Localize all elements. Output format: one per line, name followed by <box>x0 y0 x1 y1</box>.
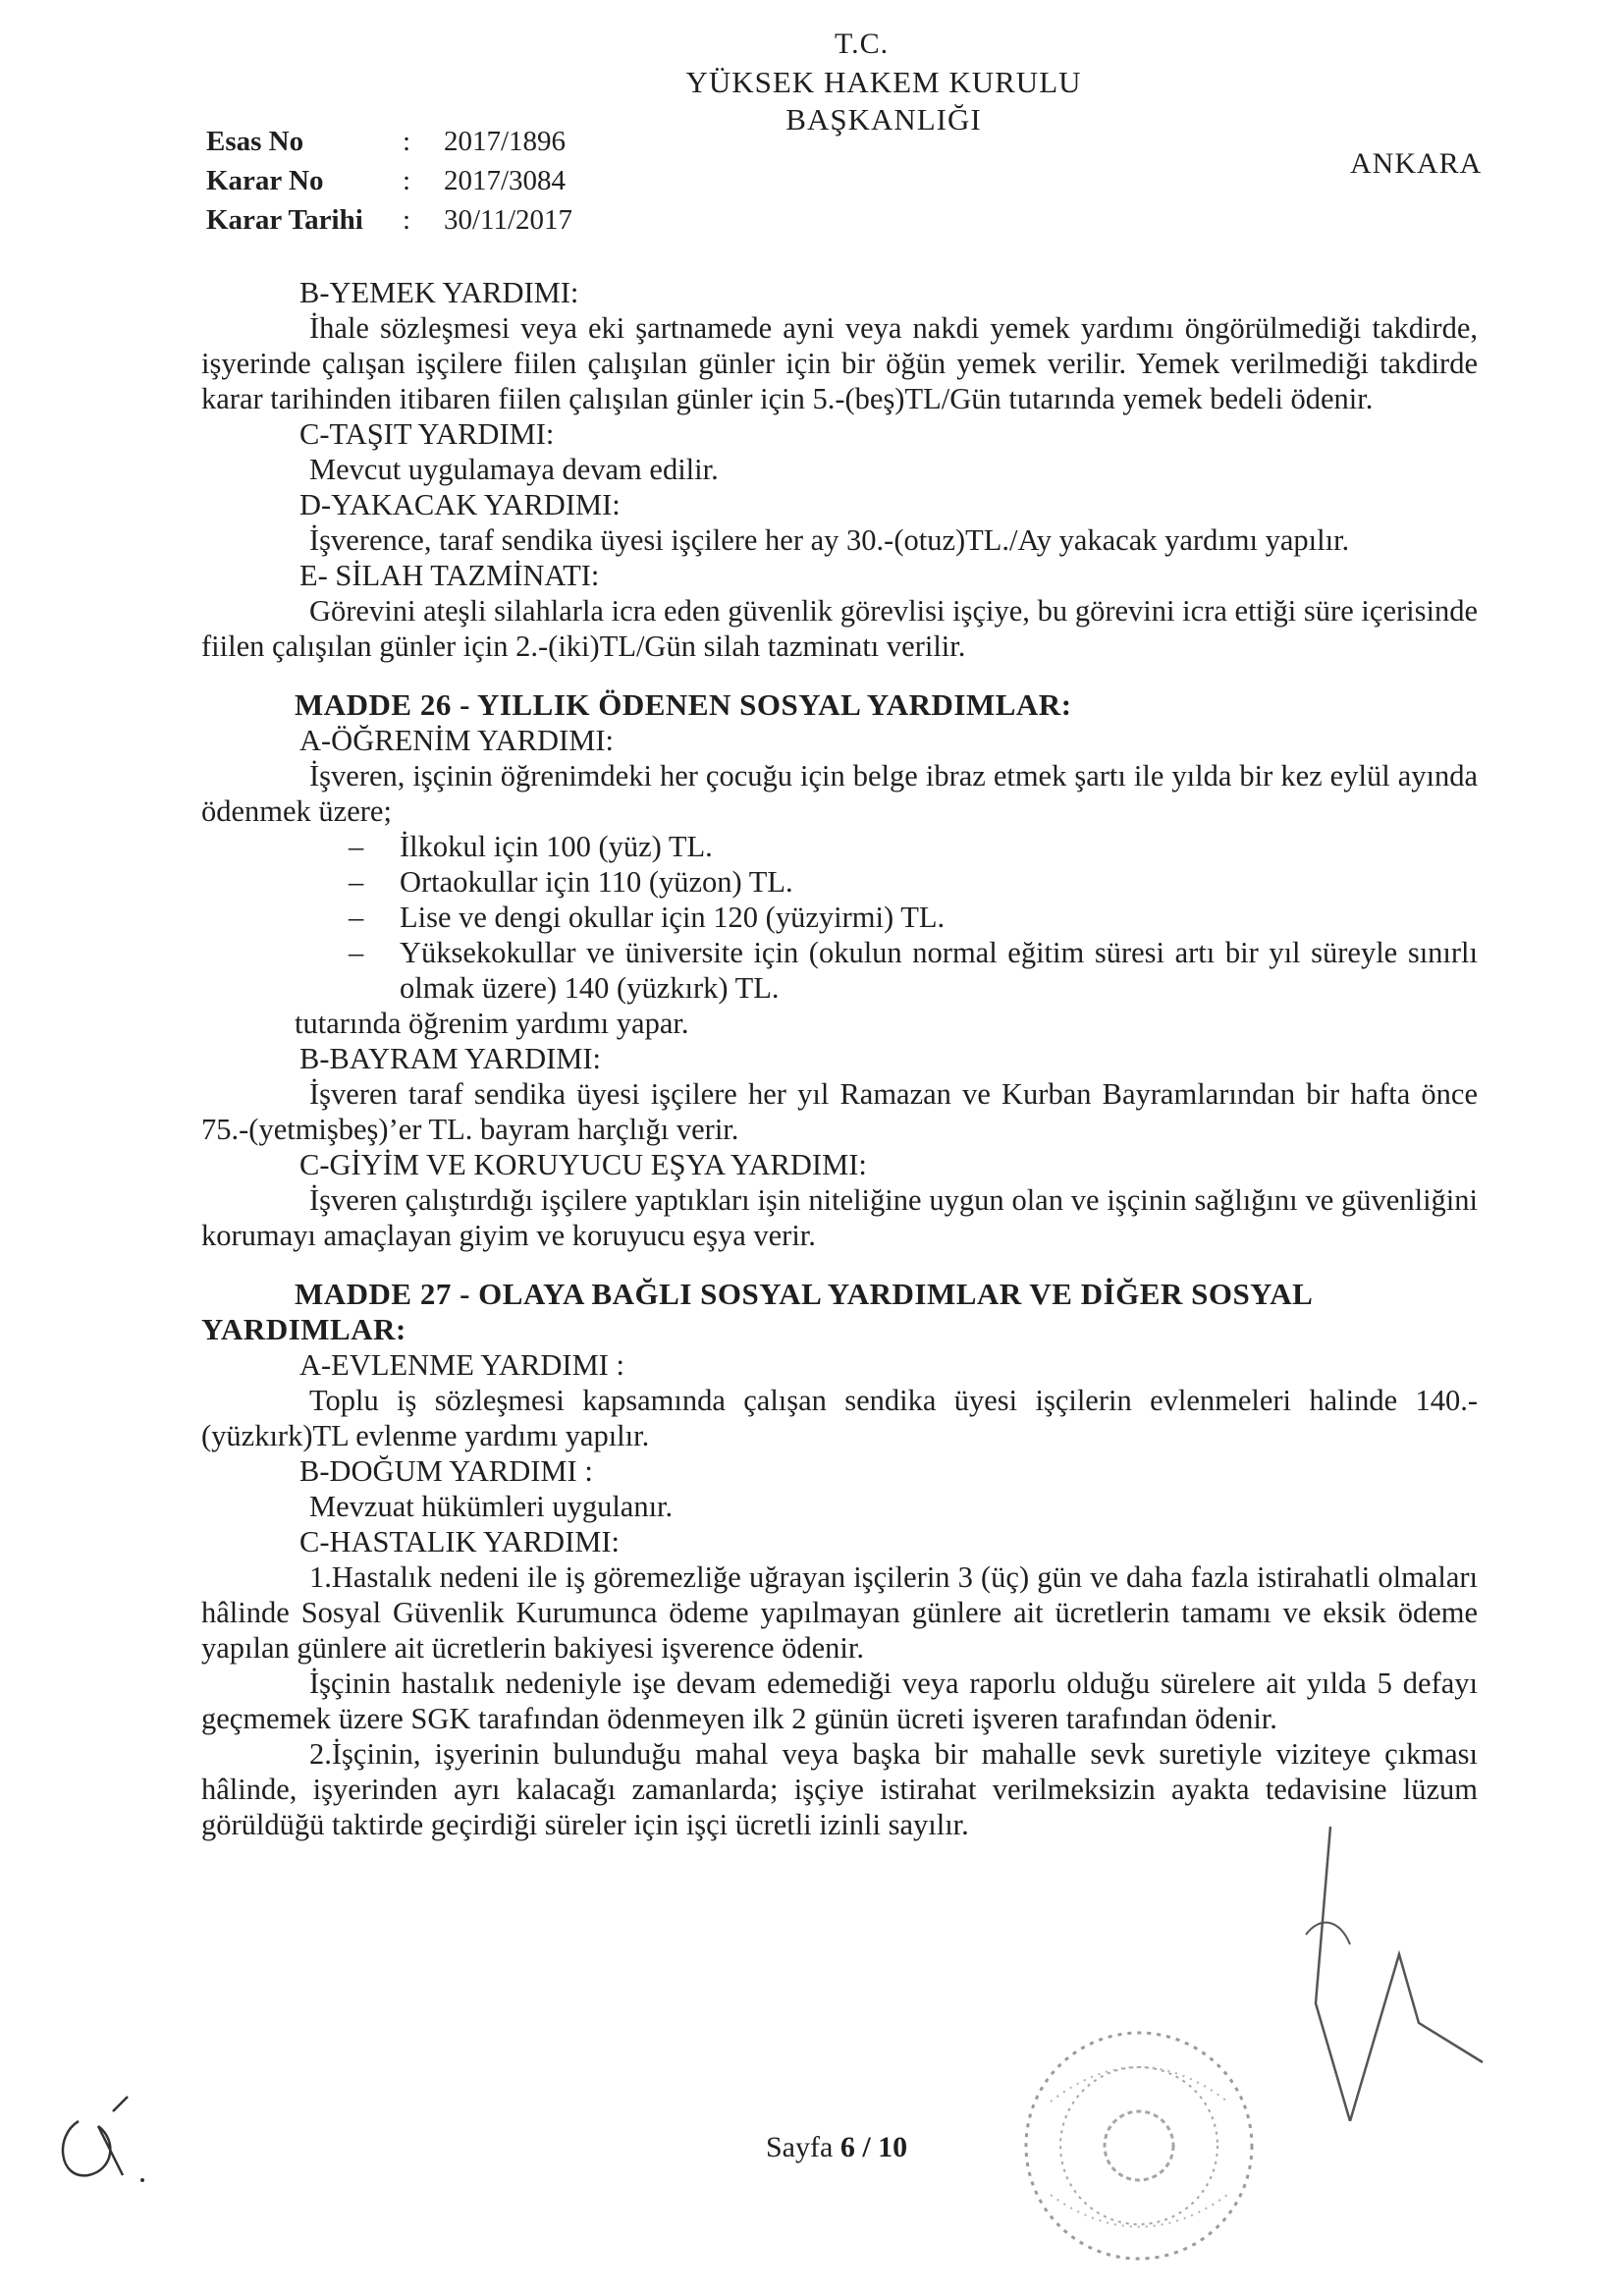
case-metadata <box>206 126 572 244</box>
official-seal <box>992 2013 1286 2278</box>
paragraph-dogum: Mevzuat hükümleri uygulanır. <box>309 1490 674 1523</box>
section-heading-silah: E- SİLAH TAZMİNATI: <box>299 559 600 592</box>
meta-colon: : <box>403 204 411 236</box>
meta-value: 30/11/2017 <box>444 204 573 236</box>
institution-name: YÜKSEK HAKEM KURULU <box>685 65 1082 99</box>
list-item: – İlkokul için 100 (yüz) TL. <box>349 829 1478 864</box>
institution-presidency: BAŞKANLIĞI <box>785 102 982 137</box>
paragraph-tasit: Mevcut uygulamaya devam edilir. <box>309 453 719 486</box>
initials-mark <box>39 2082 157 2200</box>
section-heading-yakacak: D-YAKACAK YARDIMI: <box>299 488 621 521</box>
paragraph-bayram: İşveren taraf sendika üyesi işçilere her yıl Ramazan ve Kurban Bayramlarından bir hafta önce 75.-(yetmişbeş)’er TL. bayram harçlığı verir. <box>201 1077 1478 1146</box>
page-count: 6 / 10 <box>839 2131 908 2163</box>
section-heading-bayram: B-BAYRAM YARDIMI: <box>299 1042 602 1075</box>
meta-colon: : <box>403 165 411 196</box>
meta-value: 2017/3084 <box>444 165 567 196</box>
article-26-title: MADDE 26 - YILLIK ÖDENEN SOSYAL YARDIMLAR: <box>295 687 1072 722</box>
ogrenim-list <box>201 829 1478 1006</box>
paragraph-yemek: İhale sözleşmesi veya eki şartnamede ayni veya nakdi yemek yardımı öngörülmediği takdirde, işyerinde çalışan işçilere fiilen çalışılan günler için bir öğün yemek verilir. Yemek verilmediği takdirde karar tarihinden itibaren fiilen çalışılan günler için 5.-(beş)TL/Gün tutarında yemek bedeli ödenir. <box>201 311 1478 415</box>
section-heading-tasit: C-TAŞIT YARDIMI: <box>299 417 555 451</box>
paragraph-silah: Görevini ateşli silahlarla icra eden güvenlik görevlisi işçiye, bu görevini icra ettiği süre içerisinde fiilen çalışılan günler için 2.-(iki)TL/Gün silah tazminatı verilir. <box>201 594 1478 663</box>
paragraph-hastalik-2: İşçinin hastalık nedeniyle işe devam edemediği veya raporlu olduğu sürelere ait yılda 5 defayı geçmemek üzere SGK tarafından ödenmeyen ilk 2 günün ücreti işveren tarafından ödenir. <box>201 1667 1478 1735</box>
article-27-title: MADDE 27 - OLAYA BAĞLI SOSYAL YARDIMLAR VE DİĞER SOSYAL YARDIMLAR: <box>201 1277 1312 1346</box>
meta-karar-tarihi <box>206 204 572 244</box>
section-heading-ogrenim: A-ÖĞRENİM YARDIMI: <box>299 724 614 757</box>
meta-label: Karar Tarihi <box>206 204 363 236</box>
meta-colon: : <box>403 126 411 157</box>
document-body <box>201 275 1478 1842</box>
paragraph-hastalik-3: 2.İşçinin, işyerinin bulunduğu mahal veya başka bir mahalle sevk suretiyle viziteye çıkması hâlinde, işyerinden ayrı kalacağı zamanlarda; işçiye istirahat verilmeksizin ayakta tedavisine lüzum görüldüğü taktirde geçirdiği süreler için işçi ücretli izinli sayılır. <box>201 1737 1478 1841</box>
page-label: Sayfa <box>766 2131 834 2163</box>
meta-label: Esas No <box>206 126 304 157</box>
section-heading-hastalik: C-HASTALIK YARDIMI: <box>299 1525 620 1558</box>
city-label: ANKARA <box>1350 147 1483 180</box>
section-heading-yemek: B-YEMEK YARDIMI: <box>299 276 579 309</box>
meta-esas-no <box>206 126 572 165</box>
meta-karar-no <box>206 165 572 204</box>
paragraph-ogrenim: İşveren, işçinin öğrenimdeki her çocuğu için belge ibraz etmek şartı ile yılda bir kez eylül ayında ödenmek üzere; <box>201 759 1478 828</box>
paragraph-ogrenim-after: tutarında öğrenim yardımı yapar. <box>295 1007 689 1040</box>
section-heading-dogum: B-DOĞUM YARDIMI : <box>299 1454 593 1488</box>
paragraph-hastalik-1: 1.Hastalık nedeni ile iş göremezliğe uğrayan işçilerin 3 (üç) gün ve daha fazla istirahatli olmaları hâlinde Sosyal Güvenlik Kurumunca ödeme yapılmayan günlere ait ücretlerin tamamı ve eksik ödeme yapılan günlere ait ücretlerin bakiyesi işverence ödenir. <box>201 1560 1478 1665</box>
page-number <box>766 2131 907 2164</box>
paragraph-evlenme: Toplu iş sözleşmesi kapsamında çalışan sendika üyesi işçilerin evlenmeleri halinde 140.-(yüzkırk)TL evlenme yardımı yapılır. <box>201 1384 1478 1452</box>
section-heading-evlenme: A-EVLENME YARDIMI : <box>299 1348 624 1382</box>
list-item: – Yüksekokullar ve üniversite için (okulun normal eğitim süresi artı bir yıl süreyle sınırlı olmak üzere) 140 (yüzkırk) TL. <box>349 935 1478 1006</box>
section-heading-giyim: C-GİYİM VE KORUYUCU EŞYA YARDIMI: <box>299 1148 867 1181</box>
signature-mark <box>1262 1807 1488 2121</box>
paragraph-yakacak: İşverence, taraf sendika üyesi işçilere her ay 30.-(otuz)TL./Ay yakacak yardımı yapılır. <box>309 523 1350 557</box>
list-item: – Ortaokullar için 110 (yüzon) TL. <box>349 864 1478 900</box>
meta-value: 2017/1896 <box>444 126 567 157</box>
list-item: – Lise ve dengi okullar için 120 (yüzyirmi) TL. <box>349 900 1478 935</box>
paragraph-giyim: İşveren çalıştırdığı işçilere yaptıkları işin niteliğine uygun olan ve işçinin sağlığını ve güvenliğini korumayı amaçlayan giyim ve koruyucu eşya verir. <box>201 1183 1478 1252</box>
tc-header: T.C. <box>835 27 890 60</box>
meta-label: Karar No <box>206 165 324 196</box>
